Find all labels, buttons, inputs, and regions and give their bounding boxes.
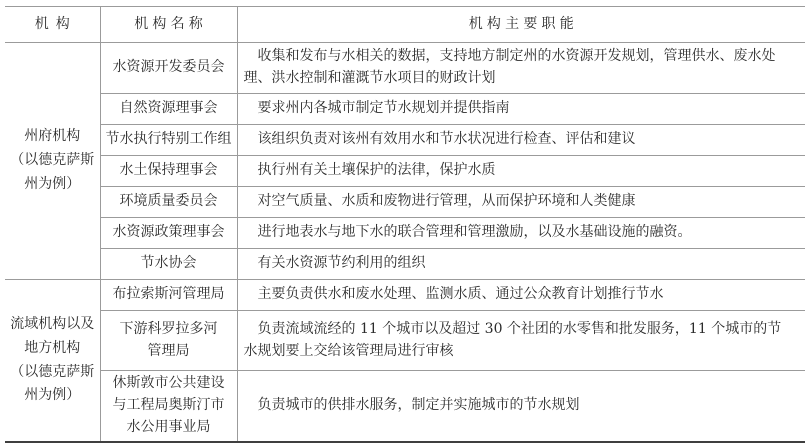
org-functions: 有关水资源节约利用的组织 — [237, 249, 805, 280]
table-row — [5, 187, 805, 218]
org-name — [100, 311, 237, 371]
table-row — [5, 311, 805, 371]
org-name-line: 管理局 — [147, 342, 190, 359]
org-functions: 负责流域流经的 11 个城市以及超过 30 个社团的水零售和批发服务，11 个城市的节水规划要上交给该管理局进行审核 — [237, 311, 805, 371]
table-row — [5, 249, 805, 280]
org-functions: 执行州有关土壤保护的法律，保护水质 — [237, 156, 805, 187]
header-row — [5, 7, 805, 43]
table-row — [5, 218, 805, 249]
table-row — [5, 371, 805, 443]
group-label-line: （以德克萨斯 — [10, 152, 95, 169]
org-name-line: 与工程局奥斯汀市 — [112, 397, 225, 414]
group-label-line: 州为例） — [24, 387, 81, 404]
group-label-line: 流域机构以及 — [10, 315, 95, 332]
org-name: 环境质量委员会 — [100, 187, 237, 218]
org-functions: 该组织负责对该州有效用水和节水状况进行检查、评估和建议 — [237, 125, 805, 156]
group-label-line: 州府机构 — [24, 128, 81, 145]
org-name: 自然资源理事会 — [100, 94, 237, 125]
table-row — [5, 125, 805, 156]
group-label-line: 州为例） — [24, 175, 81, 192]
org-name-line: 休斯敦市公共建设 — [112, 375, 225, 392]
table-row — [5, 94, 805, 125]
org-name — [100, 371, 237, 443]
group-label-line: 地方机构 — [24, 339, 81, 356]
org-functions: 收集和发布与水相关的数据，支持地方制定州的水资源开发规划，管理供水、废水处理、洪水控制和灌溉节水项目的财政计划 — [237, 43, 805, 94]
institutions-table — [5, 6, 805, 443]
org-name-line: 水公用事业局 — [126, 418, 211, 435]
org-functions: 负责城市的供排水服务，制定并实施城市的节水规划 — [237, 371, 805, 443]
table-row — [5, 43, 805, 94]
table-row — [5, 280, 805, 311]
group-label-line: （以德克萨斯 — [10, 363, 95, 380]
org-functions: 进行地表水与地下水的联合管理和管理激励，以及水基础设施的融资。 — [237, 218, 805, 249]
header-name: 机构名称 — [100, 7, 237, 43]
org-name: 水土保持理事会 — [100, 156, 237, 187]
org-name: 节水协会 — [100, 249, 237, 280]
header-functions: 机构主要职能 — [237, 7, 805, 43]
org-functions: 对空气质量、水质和废物进行管理，从而保护环境和人类健康 — [237, 187, 805, 218]
org-name: 水资源开发委员会 — [100, 43, 237, 94]
org-functions: 主要负责供水和废水处理、监测水质、通过公众教育计划推行节水 — [237, 280, 805, 311]
org-name-line: 下游科罗拉多河 — [119, 320, 218, 337]
org-functions: 要求州内各城市制定节水规划并提供指南 — [237, 94, 805, 125]
group-label-state — [5, 43, 100, 280]
org-name: 节水执行特别工作组 — [100, 125, 237, 156]
org-name: 布拉索斯河管理局 — [100, 280, 237, 311]
org-name: 水资源政策理事会 — [100, 218, 237, 249]
group-label-basin — [5, 280, 100, 443]
table-row — [5, 156, 805, 187]
header-institution: 机构 — [5, 7, 100, 43]
